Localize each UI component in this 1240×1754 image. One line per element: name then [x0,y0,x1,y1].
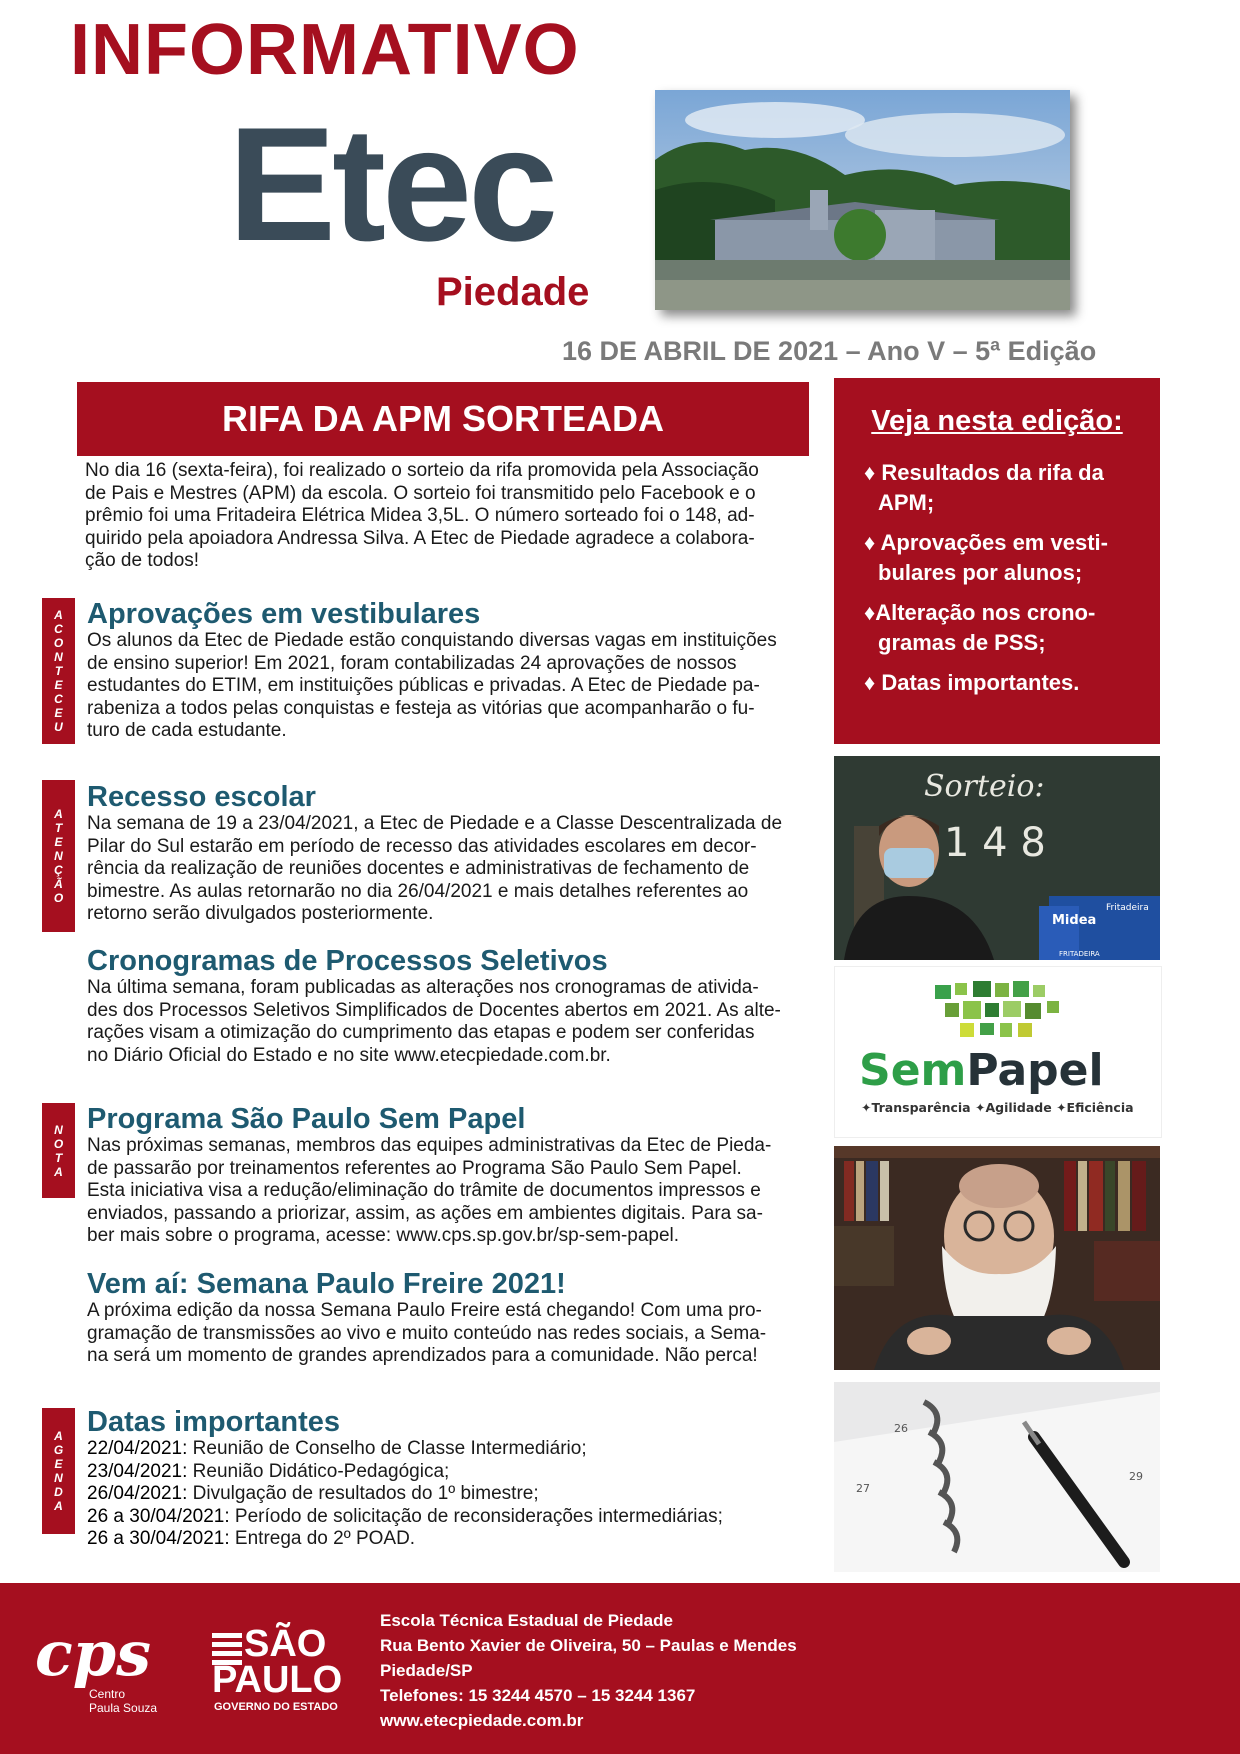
etec-logo-subtitle: Piedade [436,270,590,314]
rifa-paragraph [85,460,805,573]
wordmark-sem: Sem [859,1045,967,1096]
school-painting-photo [655,90,1070,310]
contents-line: ♦ Aprovações em vesti- [864,530,1108,555]
box-brand: Midea [1052,913,1097,928]
text-line: gramação de transmissões ao vivo e muito conteúdo nas redes sociais, a Sema- [87,1322,767,1344]
tab-letter: A [54,1164,63,1179]
tab-letter: Ç [54,863,63,877]
date-text: Reunião Didático-Pedagógica; [187,1460,450,1482]
centro-paula-souza-logo [35,1617,175,1721]
contents-item [864,598,1095,658]
cps-line: Centro [89,1687,126,1701]
tab-letter: O [53,1136,64,1151]
cps-line: Paula Souza [89,1701,158,1715]
tab-letter: N [54,1471,63,1485]
text-line: Pilar do Sul estarão em período de recesso das atividades escolares em decor- [87,835,757,857]
text-line: retorno serão divulgados posteriormente. [87,903,434,924]
heading-cronogramas: Cronogramas de Processos Seletivos [87,945,608,977]
text-line: turo de cada estudante. [87,720,287,741]
text-line: Os alunos da Etec de Piedade estão conquistando diversas vagas em instituições [87,630,777,651]
sem-papel-tagline: ✦Transparência ✦Agilidade ✦Eficiência [861,1100,1134,1115]
box-model: Fritadeira [1106,903,1149,913]
contents-line: ♦ Datas importantes. [864,670,1080,695]
text-line: ber mais sobre o programa, acesse: www.cps.sp.gov.br/sp-sem-papel. [87,1225,680,1246]
chalk-text: Sorteio: [924,769,1045,804]
footer-school-name: Escola Técnica Estadual de Piedade [380,1611,673,1630]
contents-line: APM; [878,490,935,515]
raffle-draw-photo [834,756,1160,960]
contents-item [864,528,1108,588]
text-line: Nas próximas semanas, membros das equipes administrativas da Etec de Pieda- [87,1135,772,1156]
date-text: Entrega do 2º POAD. [229,1528,416,1549]
calendar-number: 26 [894,1422,908,1435]
painting-illustration [655,90,1070,310]
contents-line: gramas de PSS; [878,630,1046,655]
tab-letter: A [54,608,63,622]
sem-papel-logo [834,966,1162,1138]
tab-letter: Ã [54,877,63,891]
paulo-freire-illustration [834,1146,1160,1370]
list-item [87,1528,827,1551]
tab-letter: U [54,720,63,734]
tab-letter: T [54,664,63,678]
contents-line: ♦ Resultados da rifa da [864,460,1104,485]
cps-logo-text [89,1687,157,1715]
tab-letter: O [53,636,64,650]
date-label: 26 a 30/04/2021: [87,1528,230,1549]
vestibulares-paragraph [87,630,810,743]
sao-paulo-government-logo [212,1625,362,1725]
date-label: 26/04/2021: [87,1483,188,1504]
raffle-illustration [834,756,1160,960]
heading-recesso: Recesso escolar [87,781,316,813]
text-line: ção de todos! [85,550,200,571]
contents-item [864,458,1104,518]
tab-letter: N [54,1122,63,1137]
text-line: de passarão por treinamentos referentes ao Programa São Paulo Sem Papel. [87,1157,742,1179]
date-text: Reunião de Conselho de Classe Intermediário; [187,1438,587,1459]
text-line: na será um momento de grandes aprendizados para a comunidade. Não perca! [87,1345,758,1366]
contents-line: bulares por alunos; [878,560,1083,585]
calendar-illustration [834,1382,1160,1572]
edition-contents-box [834,378,1160,744]
tab-letter: N [54,849,63,863]
text-line: A próxima edição da nossa Semana Paulo Freire está chegando! Com uma pro- [87,1300,762,1321]
sp-logo-line3: GOVERNO DO ESTADO [214,1701,338,1713]
tab-letter: T [54,821,63,835]
sp-logo-line1: SÃO [244,1623,327,1665]
footer-address: Rua Bento Xavier de Oliveira, 50 – Paulas e Mendes [380,1636,797,1655]
date-text: Período de solicitação de reconsiderações intermediárias; [229,1505,723,1527]
text-line: Esta iniciativa visa a redução/eliminação do trâmite de documentos impressos e [87,1180,761,1201]
calendar-number: 29 [1129,1470,1143,1483]
text-line: prêmio foi uma Fritadeira Elétrica Midea 3,5L. O número sorteado foi o 148, ad- [85,505,755,526]
calendar-number: 27 [856,1482,870,1495]
rifa-banner: RIFA DA APM SORTEADA [77,382,809,456]
pixel-tree-icon [935,981,1059,1037]
text-line: de Pais e Mestres (APM) da escola. O sorteio foi transmitido pelo Facebook e o [85,482,756,504]
sem-papel-paragraph [87,1135,810,1248]
tab-letter: E [54,835,63,849]
section-tab-agenda [42,1408,75,1534]
contents-title: Veja nesta edição: [871,405,1123,437]
date-label: 23/04/2021: [87,1460,188,1482]
list-item [87,1461,827,1484]
tab-letter: C [54,692,63,706]
paulo-freire-photo [834,1146,1160,1370]
date-text: Divulgação de resultados do 1º bimestre; [187,1483,539,1504]
footer-website[interactable]: www.etecpiedade.com.br [380,1711,584,1730]
section-tab-nota [42,1103,75,1198]
list-item [87,1506,827,1529]
text-line: rabeniza a todos pelas conquistas e festeja as vitórias que acompanharão o fu- [87,697,755,719]
text-line: rência da realização de reuniões docentes e administrativas de fechamento de [87,858,750,879]
tab-letter: A [54,1429,63,1443]
contents-line: ♦Alteração nos crono- [864,600,1096,625]
text-line: no Diário Oficial do Estado e no site www.etecpiedade.com.br. [87,1044,611,1066]
text-line: No dia 16 (sexta-feira), foi realizado o sorteio da rifa promovida pela Associação [85,460,759,481]
tab-letter: A [54,1499,63,1513]
text-line: Na semana de 19 a 23/04/2021, a Etec de Piedade e a Classe Descentralizada de [87,813,783,834]
text-line: de ensino superior! Em 2021, foram contabilizadas 24 aprovações de nossos [87,652,737,674]
sp-logo-line2: PAULO [212,1659,343,1701]
text-line: Na última semana, foram publicadas as alterações nos cronogramas de ativida- [87,977,759,998]
freire-paragraph [87,1300,810,1368]
tab-letter: O [53,891,64,905]
masthead-title: INFORMATIVO [70,10,580,90]
tab-letter: C [54,622,63,636]
date-label: 22/04/2021: [87,1438,188,1459]
heading-datas: Datas importantes [87,1406,341,1438]
etec-logo: Etec [228,94,555,275]
heading-paulo-freire: Vem aí: Semana Paulo Freire 2021! [87,1268,566,1300]
calendar-pen-photo [834,1382,1160,1572]
tab-letter: E [54,1457,63,1471]
recesso-paragraph [87,813,810,926]
box-bottom: FRITADEIRA [1059,950,1100,958]
tab-letter: D [54,1485,63,1499]
wordmark-papel: Papel [966,1045,1104,1096]
tab-letter: T [54,1150,63,1165]
tab-letter: E [54,706,63,720]
cps-logo-mark: cps [35,1617,152,1690]
chalk-number: 1 4 8 [944,820,1046,866]
tab-letter: E [54,678,63,692]
section-tab-aconteceu [42,598,75,744]
text-line: bimestre. As aulas retornarão no dia 26/04/2021 e mais detalhes referentes ao [87,880,749,902]
footer-city: Piedade/SP [380,1661,473,1680]
text-line: des dos Processos Seletivos Simplificados de Docentes abertos em 2021. As alte- [87,999,781,1021]
text-line: rações visam a otimização do cumprimento das etapas e podem ser conferidas [87,1022,755,1043]
tab-letter: N [54,650,63,664]
cronogramas-paragraph [87,977,810,1067]
heading-vestibulares: Aprovações em vestibulares [87,598,481,630]
list-item [87,1438,827,1461]
footer-phones: Telefones: 15 3244 4570 – 15 3244 1367 [380,1686,696,1705]
text-line: enviados, passando a priorizar, assim, as ações em ambientes digitais. Para sa- [87,1202,763,1224]
edition-date: 16 DE ABRIL DE 2021 – Ano V – 5ª Edição [562,336,1097,366]
sem-papel-illustration [835,967,1161,1137]
footer [0,1583,1240,1754]
heading-sem-papel: Programa São Paulo Sem Papel [87,1103,526,1135]
sem-papel-wordmark [859,1045,1104,1096]
tab-letter: A [54,807,63,821]
section-tab-atencao [42,780,75,932]
datas-list [87,1438,827,1551]
list-item [87,1483,827,1506]
tab-letter: G [53,1443,64,1457]
contents-item [864,668,1079,698]
text-line: estudantes do ETIM, em instituições públicas e privadas. A Etec de Piedade pa- [87,675,760,696]
text-line: quirido pela apoiadora Andressa Silva. A Etec de Piedade agradece a colabora- [85,527,755,549]
date-label: 26 a 30/04/2021: [87,1505,230,1527]
